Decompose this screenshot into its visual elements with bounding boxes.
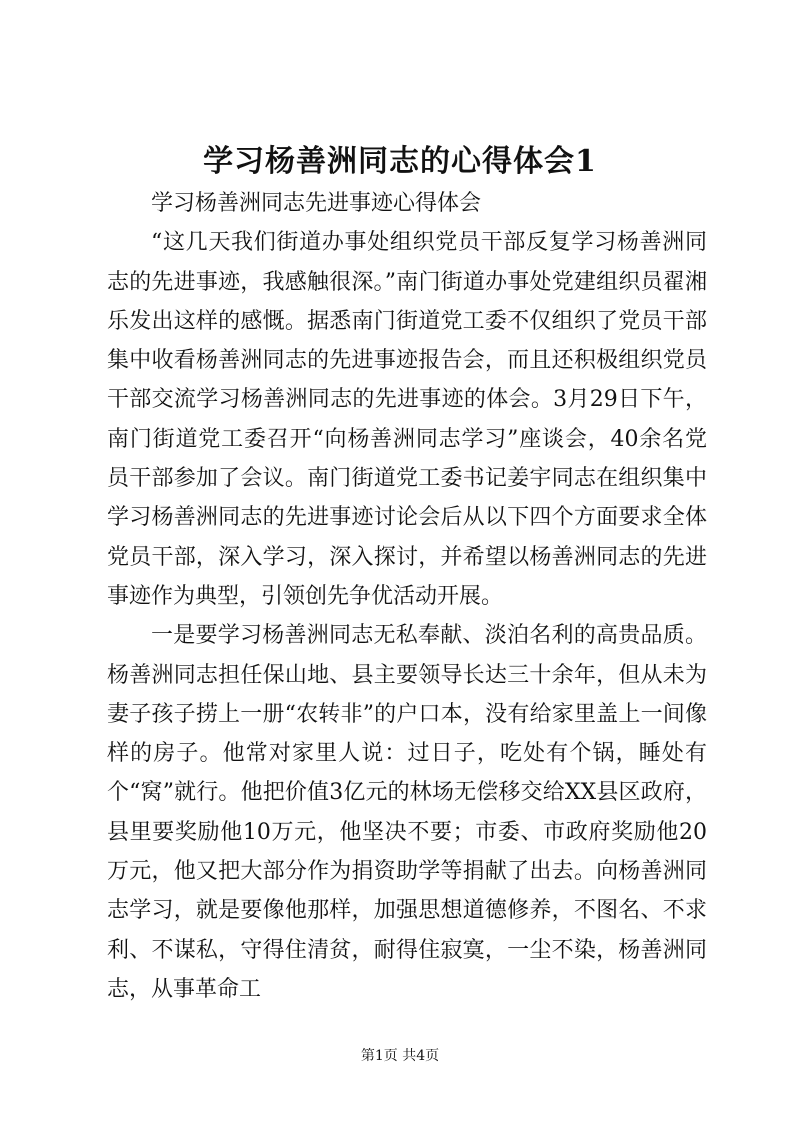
- document-body: [107, 184, 707, 1009]
- document-title: 学习杨善洲同志的心得体会1: [203, 144, 597, 179]
- body-paragraph: 一是要学习杨善洲同志无私奉献、淡泊名利的高贵品质。杨善洲同志担任保山地、县主要领导长达三十余年，但从未为妻子孩子捞上一册“农转非”的户口本，没有给家里盖上一间像样的房子。他常对家里人说：过日子，吃处有个锅，睡处有个“窝”就行。他把价值3亿元的林场无偿移交给XX县区政府，县里要奖励他10万元，他坚决不要；市委、市政府奖励他20万元，他又把大部分作为捐资助学等捐献了出去。向杨善洲同志学习，就是要像他那样，加强思想道德修养，不图名、不求利、不谋私，守得住清贫，耐得住寂寞，一尘不染，杨善洲同志，从事革命工: [107, 623, 707, 1002]
- subtitle-paragraph: 学习杨善洲同志先进事迹心得体会: [151, 191, 482, 216]
- page-footer: 第1页 共4页: [360, 1048, 440, 1064]
- body-paragraph: “这几天我们街道办事处组织党员干部反复学习杨善洲同志的先进事迹，我感触很深。”南门街道办事处党建组织员翟湘乐发出这样的感慨。据悉南门街道党工委不仅组织了党员干部集中收看杨善洲同志的先进事迹报告会，而且还积极组织党员干部交流学习杨善洲同志的先进事迹的体会。3月29日下午，南门街道党工委召开“向杨善洲同志学习”座谈会，40余名党员干部参加了会议。南门街道党工委书记姜宇同志在组织集中学习杨善洲同志的先进事迹讨论会后从以下四个方面要求全体党员干部，深入学习，深入探讨，并希望以杨善洲同志的先进事迹作为典型，引领创先争优活动开展。: [107, 230, 707, 609]
